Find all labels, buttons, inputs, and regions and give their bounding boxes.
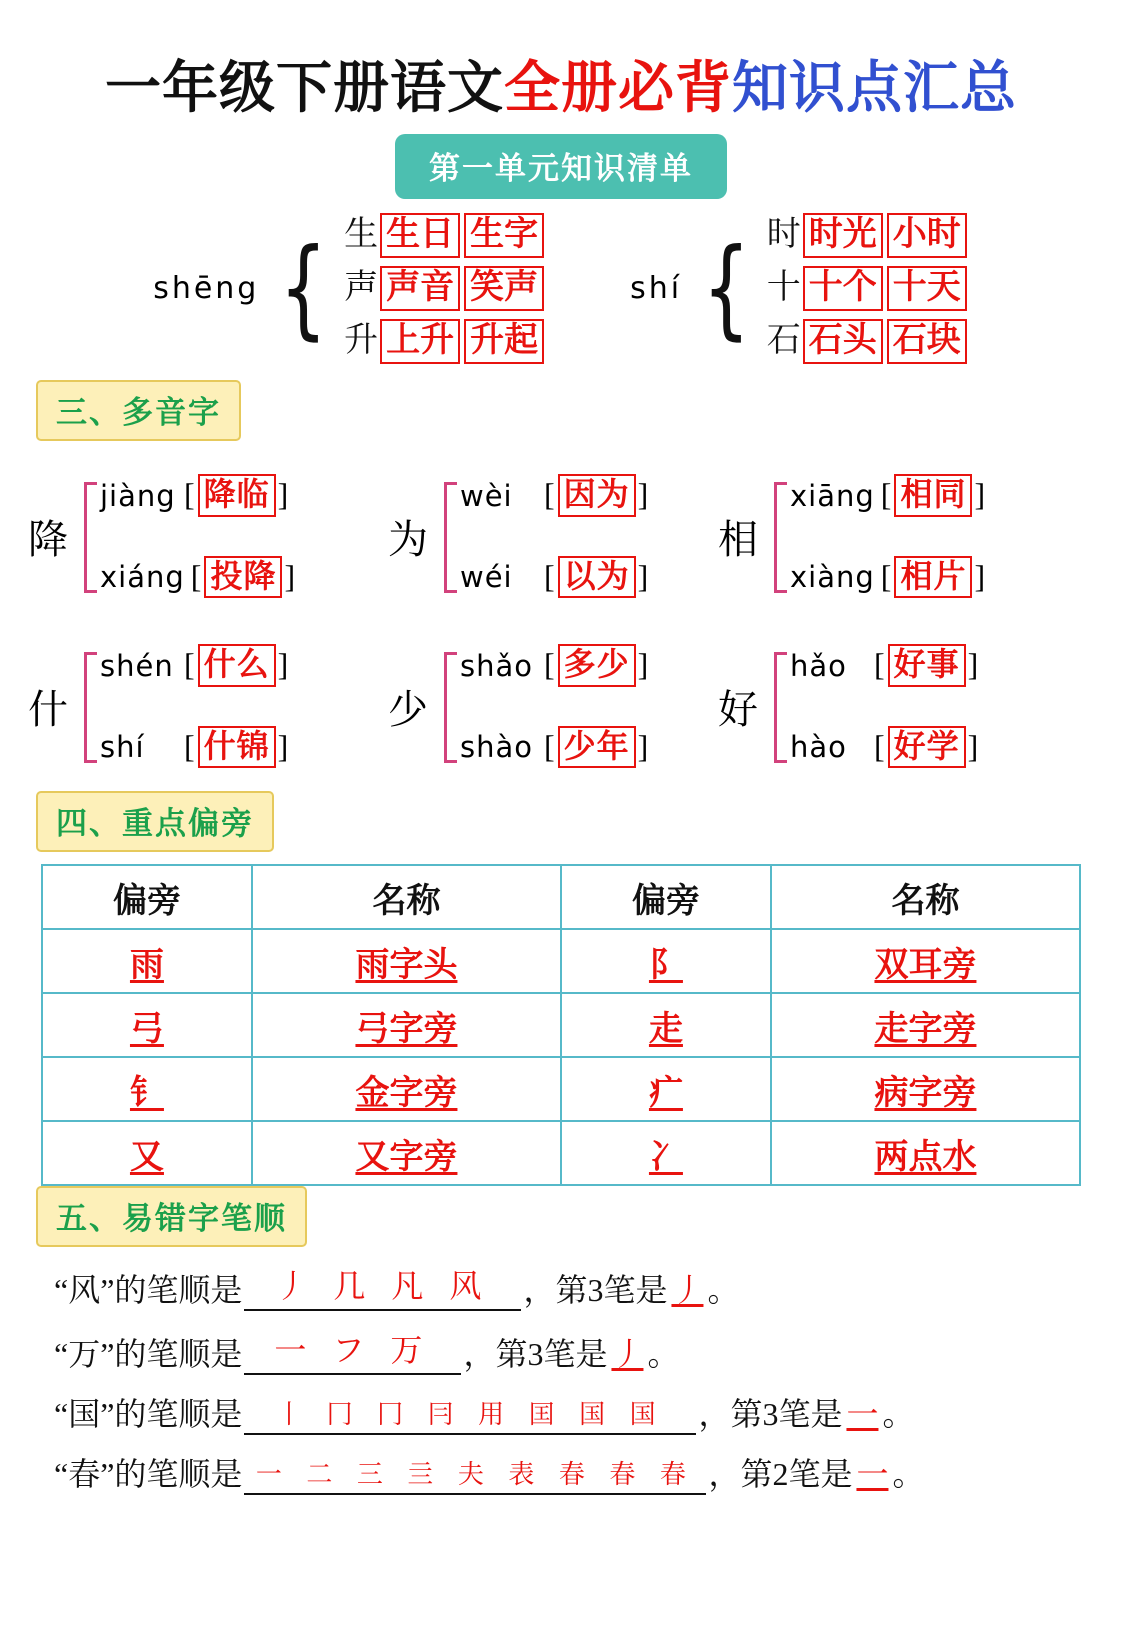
reading-word-box: 好学 [888, 726, 966, 769]
cell-text: 又字旁 [355, 1138, 458, 1176]
duoyinzi-reading [460, 644, 649, 687]
pinyin-line [344, 213, 546, 258]
column-header: 偏旁 [42, 865, 252, 929]
pinyin-group-lines [767, 213, 969, 364]
reading-pinyin: shí [100, 729, 145, 764]
word-box: 小时 [887, 213, 967, 258]
duoyinzi-readings [98, 644, 289, 768]
word-box: 上升 [380, 319, 460, 364]
reading-word: [ 好学 ] [874, 726, 979, 769]
brace-icon [766, 646, 788, 766]
cell-text: 疒 [648, 1074, 683, 1112]
cell-text: 走 [648, 1010, 683, 1048]
table-cell [42, 1121, 252, 1185]
pianpang-table [41, 864, 1081, 1186]
duoyinzi-item [22, 621, 382, 791]
reading-word-box: 什么 [198, 644, 276, 687]
pinyin-group-lines [344, 213, 546, 364]
duoyinzi-readings [788, 474, 986, 598]
reading-word: [ 少年 ] [544, 726, 649, 769]
duoyinzi-char: 相 [718, 516, 758, 562]
pinyin-group-shi [586, 213, 969, 364]
reading-word-box: 相同 [894, 474, 972, 517]
cell-text: 两点水 [874, 1138, 977, 1176]
section-heading-bishun: 五、易错字笔顺 [36, 1186, 307, 1247]
reading-pinyin: xiāng [790, 478, 875, 513]
cell-text: 钅 [129, 1074, 164, 1112]
stroke-period: 。 [647, 1336, 680, 1373]
brace-icon: { [702, 225, 751, 351]
reading-word: [ 因为 ] [544, 474, 649, 517]
stroke-order-list [0, 1261, 1122, 1495]
duoyinzi-char: 好 [718, 686, 758, 732]
reading-pinyin: xiáng [100, 559, 185, 594]
duoyinzi-item [382, 451, 712, 621]
pinyin-line [344, 319, 546, 364]
reading-word: [ 降临 ] [184, 474, 289, 517]
stroke-quote: “风” [54, 1272, 115, 1309]
table-header-row [42, 865, 1080, 929]
duoyinzi-item [712, 451, 1072, 621]
duoyinzi-item [382, 621, 712, 791]
word-box: 升起 [464, 319, 544, 364]
duoyinzi-char: 为 [388, 516, 428, 562]
table-cell [771, 929, 1080, 993]
reading-word-box: 少年 [558, 726, 636, 769]
pinyin-line [344, 266, 546, 311]
reading-pinyin: shǎo [460, 648, 534, 683]
char-head: 生 [344, 216, 379, 253]
pinyin-line [767, 319, 969, 364]
cell-text: 又 [129, 1138, 164, 1176]
page-title-part3: 知识点汇总 [732, 58, 1017, 120]
duoyinzi-reading [790, 644, 979, 687]
brace-icon [436, 476, 458, 596]
stroke-question: ，第3笔是 [463, 1336, 608, 1373]
pinyin-group-sheng [153, 213, 546, 364]
char-head: 升 [344, 322, 379, 360]
duoyinzi-readings [458, 644, 649, 768]
pinyin-line [767, 266, 969, 311]
stroke-period: 。 [882, 1396, 915, 1433]
table-cell [252, 929, 561, 993]
char-head: 时 [766, 216, 801, 253]
table-cell [771, 993, 1080, 1057]
cell-text: 金字旁 [355, 1074, 458, 1112]
word-box: 十天 [887, 266, 967, 311]
stroke-period: 。 [707, 1272, 740, 1309]
word-box: 声音 [380, 266, 460, 311]
duoyinzi-reading [100, 644, 289, 687]
stroke-order-line [54, 1389, 1122, 1435]
word-box: 生日 [380, 213, 460, 258]
brace-icon [766, 476, 788, 596]
stroke-order-line [54, 1261, 1122, 1311]
table-cell [561, 1057, 771, 1121]
stroke-answer: 丿 [671, 1272, 704, 1309]
stroke-sequence: 一 フ 万 [244, 1325, 461, 1375]
table-cell [252, 993, 561, 1057]
reading-word-box: 好事 [888, 644, 966, 687]
duoyinzi-reading [100, 556, 296, 599]
duoyinzi-readings [98, 474, 296, 598]
table-row [42, 993, 1080, 1057]
word-box: 笑声 [464, 266, 544, 311]
page-title [0, 44, 1122, 124]
stroke-answer: 一 [856, 1456, 889, 1493]
brace-icon [436, 646, 458, 766]
duoyinzi-readings [788, 644, 979, 768]
stroke-answer: 一 [846, 1396, 879, 1433]
duoyinzi-reading [100, 474, 296, 517]
duoyinzi-char: 什 [28, 686, 68, 732]
stroke-sequence: 丨 冂 冂 冃 用 囯 国 国 [244, 1394, 696, 1435]
stroke-quote: “国” [54, 1396, 115, 1433]
cell-text: 双耳旁 [874, 946, 977, 984]
duoyinzi-char: 降 [28, 516, 68, 562]
worksheet-page [0, 44, 1122, 1631]
duoyinzi-reading [460, 556, 649, 599]
duoyinzi-reading [790, 474, 986, 517]
reading-word: [ 好事 ] [874, 644, 979, 687]
stroke-label: 的笔顺是 [114, 1456, 243, 1493]
table-row [42, 1057, 1080, 1121]
brace-icon [76, 646, 98, 766]
reading-word: [ 多少 ] [544, 644, 649, 687]
stroke-label: 的笔顺是 [114, 1272, 243, 1309]
section-heading-pianpang: 四、重点偏旁 [36, 791, 274, 852]
reading-pinyin: shén [100, 648, 174, 683]
stroke-question: ，第3笔是 [523, 1272, 668, 1309]
reading-word-box: 因为 [558, 474, 636, 517]
reading-pinyin: hào [790, 729, 847, 764]
reading-word-box: 相片 [894, 556, 972, 599]
table-cell [771, 1057, 1080, 1121]
unit-banner-wrapper [0, 134, 1122, 199]
table-cell [252, 1057, 561, 1121]
char-head: 声 [344, 269, 379, 307]
table-cell [42, 1057, 252, 1121]
stroke-sequence: 一 二 三 亖 夫 表 春 春 春 [244, 1454, 706, 1495]
table-cell [42, 993, 252, 1057]
stroke-order-line [54, 1449, 1122, 1495]
reading-word: [ 投降 ] [191, 556, 296, 599]
char-head: 石 [766, 322, 801, 360]
stroke-label: 的笔顺是 [114, 1396, 243, 1433]
duoyinzi-reading [460, 474, 649, 517]
duoyinzi-reading [790, 726, 979, 769]
cell-text: 弓 [129, 1010, 164, 1048]
duoyinzi-item [22, 451, 382, 621]
table-cell [252, 1121, 561, 1185]
word-box: 石块 [887, 319, 967, 364]
table-cell [42, 929, 252, 993]
duoyinzi-readings [458, 474, 649, 598]
stroke-period: 。 [892, 1456, 925, 1493]
pinyin-label: shēng [153, 271, 260, 307]
reading-word-box: 降临 [198, 474, 276, 517]
pinyin-label: shí [630, 271, 683, 307]
reading-word: [ 以为 ] [544, 556, 649, 599]
duoyinzi-grid [0, 451, 1122, 791]
unit-banner: 第一单元知识清单 [395, 134, 727, 199]
reading-word-box: 投降 [204, 556, 282, 599]
reading-word: [ 什么 ] [184, 644, 289, 687]
cell-text: 走字旁 [874, 1010, 977, 1048]
reading-pinyin: jiàng [100, 478, 176, 513]
duoyinzi-reading [460, 726, 649, 769]
section-heading-duoyinzi: 三、多音字 [36, 380, 241, 441]
cell-text: 雨 [129, 946, 164, 984]
reading-word: [ 什锦 ] [184, 726, 289, 769]
reading-word: [ 相同 ] [881, 474, 986, 517]
stroke-quote: “春” [54, 1456, 115, 1493]
reading-word: [ 相片 ] [881, 556, 986, 599]
reading-pinyin: wéi [460, 559, 513, 594]
brace-icon: { [279, 225, 328, 351]
reading-pinyin: hǎo [790, 648, 847, 683]
word-box: 十个 [803, 266, 883, 311]
page-title-part2: 全册必背 [504, 58, 732, 120]
cell-text: 雨字头 [355, 946, 458, 984]
reading-word-box: 多少 [558, 644, 636, 687]
column-header: 名称 [252, 865, 561, 929]
table-cell [561, 993, 771, 1057]
reading-pinyin: wèi [460, 478, 513, 513]
duoyinzi-char: 少 [388, 686, 428, 732]
stroke-question: ，第3笔是 [698, 1396, 843, 1433]
reading-word-box: 什锦 [198, 726, 276, 769]
duoyinzi-reading [100, 726, 289, 769]
table-cell [561, 929, 771, 993]
word-box: 生字 [464, 213, 544, 258]
table-row [42, 1121, 1080, 1185]
column-header: 偏旁 [561, 865, 771, 929]
word-box: 时光 [803, 213, 883, 258]
table-cell [561, 1121, 771, 1185]
char-head: 十 [766, 269, 801, 307]
reading-pinyin: xiàng [790, 559, 875, 594]
brace-icon [76, 476, 98, 596]
stroke-order-line [54, 1325, 1122, 1375]
duoyinzi-item [712, 621, 1072, 791]
duoyinzi-reading [790, 556, 986, 599]
pinyin-line [767, 213, 969, 258]
pinyin-groups [0, 213, 1122, 364]
table-cell [771, 1121, 1080, 1185]
stroke-answer: 丿 [611, 1336, 644, 1373]
stroke-quote: “万” [54, 1336, 115, 1373]
word-box: 石头 [803, 319, 883, 364]
page-title-part1: 一年级下册语文 [105, 58, 504, 120]
reading-word-box: 以为 [558, 556, 636, 599]
stroke-question: ，第2笔是 [708, 1456, 853, 1493]
cell-text: 阝 [648, 946, 683, 984]
table-row [42, 929, 1080, 993]
cell-text: 冫 [648, 1138, 683, 1176]
cell-text: 病字旁 [874, 1074, 977, 1112]
stroke-label: 的笔顺是 [114, 1336, 243, 1373]
stroke-sequence: 丿 几 凡 风 [244, 1261, 521, 1311]
column-header: 名称 [771, 865, 1080, 929]
cell-text: 弓字旁 [355, 1010, 458, 1048]
reading-pinyin: shào [460, 729, 534, 764]
